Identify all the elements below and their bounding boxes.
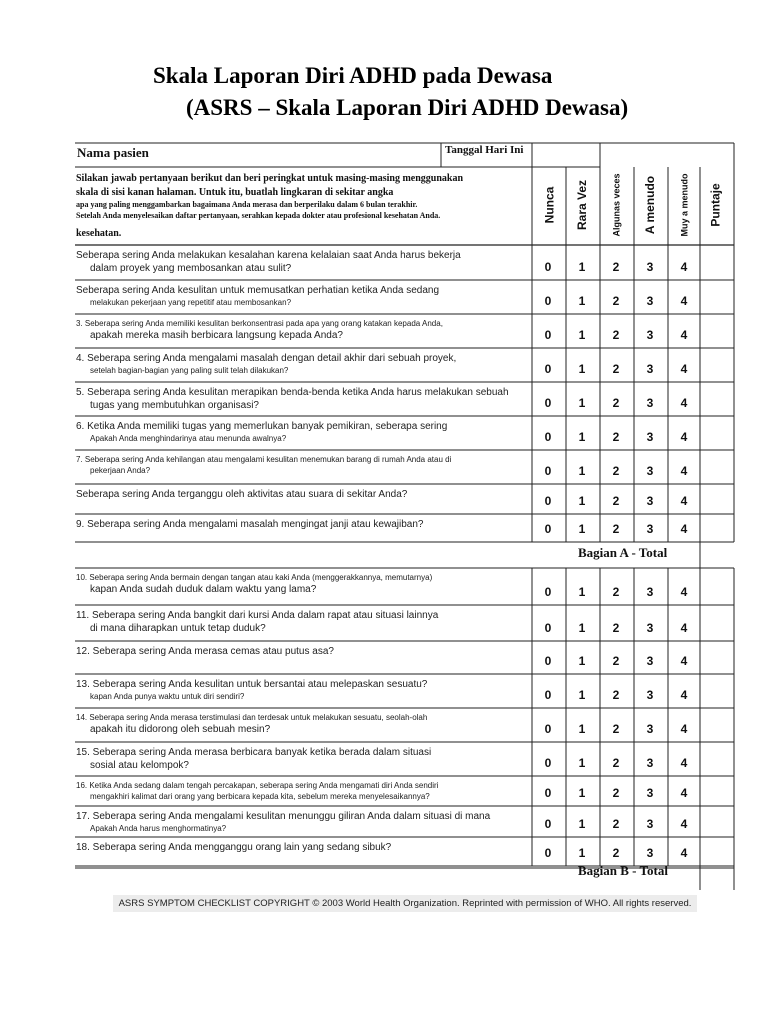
question-line: 14. Seberapa sering Anda merasa terstimulasi dan terdesak untuk melakukan sesuatu, seolah-olah bbox=[76, 713, 428, 722]
question-line: apakah mereka masih berbicara langsung kepada Anda? bbox=[90, 330, 343, 341]
score-option-3[interactable]: 3 bbox=[646, 756, 654, 770]
score-option-0[interactable]: 0 bbox=[544, 756, 552, 770]
question-line: Seberapa sering Anda kesulitan untuk memusatkan perhatian ketika Anda sedang bbox=[76, 285, 440, 296]
score-option-0[interactable]: 0 bbox=[544, 260, 552, 274]
column-header-algunas-veces: Algunas veces bbox=[612, 173, 622, 237]
score-option-4[interactable]: 4 bbox=[680, 786, 688, 800]
question-text bbox=[76, 518, 528, 531]
instruction-line: Setelah Anda menyelesaikan daftar pertanyaan, serahkan kepada dokter atau profesional kesehatan Anda. bbox=[76, 211, 441, 220]
score-option-3[interactable]: 3 bbox=[646, 260, 654, 274]
score-option-2[interactable]: 2 bbox=[612, 654, 620, 668]
question-text bbox=[76, 454, 528, 476]
score-option-3[interactable]: 3 bbox=[646, 846, 654, 860]
score-option-0[interactable]: 0 bbox=[544, 522, 552, 536]
score-option-4[interactable]: 4 bbox=[680, 654, 688, 668]
question-line: dalam proyek yang membosankan atau sulit? bbox=[90, 263, 292, 274]
question-text bbox=[76, 712, 528, 736]
score-option-1[interactable]: 1 bbox=[578, 621, 586, 635]
question-text bbox=[76, 284, 528, 308]
patient-name-label: Nama pasien bbox=[77, 145, 149, 160]
score-option-0[interactable]: 0 bbox=[544, 722, 552, 736]
question-text bbox=[76, 488, 528, 501]
question-line: 17. Seberapa sering Anda mengalami kesulitan menunggu giliran Anda dalam situasi di mana bbox=[76, 811, 491, 822]
score-option-3[interactable]: 3 bbox=[646, 362, 654, 376]
question-line: 12. Seberapa sering Anda merasa cemas atau putus asa? bbox=[76, 646, 334, 657]
question-line: 7. Seberapa sering Anda kehilangan atau mengalami kesulitan menemukan barang di rumah Anda atau di bbox=[76, 455, 452, 464]
score-option-2[interactable]: 2 bbox=[612, 688, 620, 702]
question-text bbox=[76, 318, 528, 342]
question-text bbox=[76, 841, 528, 854]
question-line: kapan Anda sudah duduk dalam waktu yang lama? bbox=[90, 584, 317, 595]
question-text bbox=[76, 678, 528, 702]
score-option-3[interactable]: 3 bbox=[646, 294, 654, 308]
form-title: Skala Laporan Diri ADHD pada Dewasa bbox=[153, 63, 553, 88]
score-option-4[interactable]: 4 bbox=[680, 260, 688, 274]
question-text bbox=[76, 249, 528, 275]
score-option-3[interactable]: 3 bbox=[646, 328, 654, 342]
score-option-2[interactable]: 2 bbox=[612, 464, 620, 478]
question-text bbox=[76, 420, 528, 444]
score-option-0[interactable]: 0 bbox=[544, 430, 552, 444]
score-option-0[interactable]: 0 bbox=[544, 817, 552, 831]
date-label: Tanggal Hari Ini bbox=[445, 144, 524, 156]
score-option-4[interactable]: 4 bbox=[680, 362, 688, 376]
score-option-3[interactable]: 3 bbox=[646, 621, 654, 635]
score-option-2[interactable]: 2 bbox=[612, 817, 620, 831]
question-line: 4. Seberapa sering Anda mengalami masalah dengan detail akhir dari sebuah proyek, bbox=[76, 353, 457, 364]
part-b-total-label: Bagian B - Total bbox=[578, 863, 668, 878]
score-option-4[interactable]: 4 bbox=[680, 756, 688, 770]
column-header-muy-a-menudo: Muy a menudo bbox=[679, 173, 690, 237]
score-option-1[interactable]: 1 bbox=[578, 260, 586, 274]
score-option-3[interactable]: 3 bbox=[646, 396, 654, 410]
score-option-1[interactable]: 1 bbox=[578, 786, 586, 800]
question-line: 5. Seberapa sering Anda kesulitan merapikan benda-benda ketika Anda harus melakukan sebuah bbox=[76, 387, 509, 398]
question-text bbox=[76, 609, 528, 635]
question-line: 9. Seberapa sering Anda mengalami masalah mengingat janji atau kewajiban? bbox=[76, 519, 424, 530]
score-option-2[interactable]: 2 bbox=[612, 585, 620, 599]
score-option-1[interactable]: 1 bbox=[578, 522, 586, 536]
question-text bbox=[76, 352, 528, 376]
question-line: tugas yang membutuhkan organisasi? bbox=[90, 400, 259, 411]
question-line: Apakah Anda menghindarinya atau menunda awalnya? bbox=[90, 434, 287, 443]
score-option-0[interactable]: 0 bbox=[544, 585, 552, 599]
score-option-4[interactable]: 4 bbox=[680, 585, 688, 599]
part-a-total-label: Bagian A - Total bbox=[578, 545, 668, 560]
score-option-0[interactable]: 0 bbox=[544, 396, 552, 410]
score-option-2[interactable]: 2 bbox=[612, 294, 620, 308]
question-line: 3. Seberapa sering Anda memiliki kesulitan berkonsentrasi pada apa yang orang katakan kepada Anda, bbox=[76, 319, 443, 328]
column-header-rara-vez: Rara Vez bbox=[575, 179, 590, 231]
question-line: setelah bagian-bagian yang paling sulit telah dilakukan? bbox=[90, 366, 289, 375]
copyright-notice: ASRS SYMPTOM CHECKLIST COPYRIGHT © 2003 World Health Organization. Reprinted with permission of WHO. All rights reserved. bbox=[113, 895, 697, 912]
score-option-3[interactable]: 3 bbox=[646, 786, 654, 800]
score-option-0[interactable]: 0 bbox=[544, 688, 552, 702]
score-option-4[interactable]: 4 bbox=[680, 688, 688, 702]
question-text bbox=[76, 645, 528, 658]
score-option-0[interactable]: 0 bbox=[544, 464, 552, 478]
score-option-1[interactable]: 1 bbox=[578, 688, 586, 702]
score-option-3[interactable]: 3 bbox=[646, 722, 654, 736]
score-option-2[interactable]: 2 bbox=[612, 786, 620, 800]
score-option-0[interactable]: 0 bbox=[544, 328, 552, 342]
question-line: 6. Ketika Anda memiliki tugas yang memerlukan banyak pemikiran, seberapa sering bbox=[76, 421, 448, 432]
question-line: 18. Seberapa sering Anda mengganggu orang lain yang sedang sibuk? bbox=[76, 842, 392, 853]
score-option-4[interactable]: 4 bbox=[680, 846, 688, 860]
score-option-0[interactable]: 0 bbox=[544, 494, 552, 508]
score-option-1[interactable]: 1 bbox=[578, 654, 586, 668]
column-header-a-menudo: A menudo bbox=[643, 175, 657, 235]
score-option-1[interactable]: 1 bbox=[578, 756, 586, 770]
score-option-1[interactable]: 1 bbox=[578, 396, 586, 410]
question-line: 11. Seberapa sering Anda bangkit dari kursi Anda dalam rapat atau situasi lainnya bbox=[76, 610, 439, 621]
instruction-line: apa yang paling menggambarkan bagaimana Anda merasa dan berperilaku dalam 6 bulan terakhir. bbox=[76, 200, 418, 209]
question-line: Seberapa sering Anda terganggu oleh aktivitas atau suara di sekitar Anda? bbox=[76, 489, 408, 500]
score-option-1[interactable]: 1 bbox=[578, 817, 586, 831]
question-text bbox=[76, 386, 528, 412]
score-option-3[interactable]: 3 bbox=[646, 522, 654, 536]
score-option-1[interactable]: 1 bbox=[578, 328, 586, 342]
score-option-1[interactable]: 1 bbox=[578, 294, 586, 308]
score-option-1[interactable]: 1 bbox=[578, 846, 586, 860]
score-option-2[interactable]: 2 bbox=[612, 846, 620, 860]
score-option-0[interactable]: 0 bbox=[544, 786, 552, 800]
score-option-1[interactable]: 1 bbox=[578, 585, 586, 599]
score-option-3[interactable]: 3 bbox=[646, 430, 654, 444]
score-option-2[interactable]: 2 bbox=[612, 621, 620, 635]
question-line: sosial atau kelompok? bbox=[90, 760, 189, 771]
question-line: mengakhiri kalimat dari orang yang berbicara kepada kita, sebelum mereka menyelesaikannya? bbox=[90, 792, 430, 801]
score-option-4[interactable]: 4 bbox=[680, 464, 688, 478]
question-text bbox=[76, 572, 528, 596]
score-option-0[interactable]: 0 bbox=[544, 362, 552, 376]
question-line: pekerjaan Anda? bbox=[90, 466, 151, 475]
score-option-2[interactable]: 2 bbox=[612, 430, 620, 444]
score-option-2[interactable]: 2 bbox=[612, 260, 620, 274]
score-option-3[interactable]: 3 bbox=[646, 688, 654, 702]
question-line: 16. Ketika Anda sedang dalam tengah percakapan, seberapa sering Anda mengamati diri Anda sendiri bbox=[76, 781, 439, 790]
form-subtitle: (ASRS – Skala Laporan Diri ADHD Dewasa) bbox=[186, 95, 629, 120]
score-option-2[interactable]: 2 bbox=[612, 522, 620, 536]
score-option-4[interactable]: 4 bbox=[680, 494, 688, 508]
score-option-0[interactable]: 0 bbox=[544, 654, 552, 668]
question-text bbox=[76, 810, 528, 834]
score-option-4[interactable]: 4 bbox=[680, 817, 688, 831]
score-option-4[interactable]: 4 bbox=[680, 522, 688, 536]
score-option-1[interactable]: 1 bbox=[578, 494, 586, 508]
question-line: di mana diharapkan untuk tetap duduk? bbox=[90, 623, 266, 634]
score-option-3[interactable]: 3 bbox=[646, 654, 654, 668]
score-option-0[interactable]: 0 bbox=[544, 294, 552, 308]
score-option-0[interactable]: 0 bbox=[544, 621, 552, 635]
question-line: Seberapa sering Anda melakukan kesalahan karena kelalaian saat Anda harus bekerja bbox=[76, 250, 461, 261]
score-option-4[interactable]: 4 bbox=[680, 621, 688, 635]
score-option-4[interactable]: 4 bbox=[680, 396, 688, 410]
score-option-4[interactable]: 4 bbox=[680, 328, 688, 342]
question-line: kapan Anda punya waktu untuk diri sendiri? bbox=[90, 692, 245, 701]
score-option-2[interactable]: 2 bbox=[612, 362, 620, 376]
score-option-3[interactable]: 3 bbox=[646, 494, 654, 508]
score-option-1[interactable]: 1 bbox=[578, 430, 586, 444]
column-header-nunca: Nunca bbox=[542, 186, 556, 224]
instructions bbox=[76, 172, 528, 241]
question-line: apakah itu didorong oleh sebuah mesin? bbox=[90, 724, 271, 735]
question-text bbox=[76, 746, 528, 772]
score-option-0[interactable]: 0 bbox=[544, 846, 552, 860]
question-text bbox=[76, 780, 528, 802]
column-header-puntaje: Puntaje bbox=[709, 183, 723, 227]
score-option-2[interactable]: 2 bbox=[612, 756, 620, 770]
instruction-line: Silakan jawab pertanyaan berikut dan beri peringkat untuk masing-masing menggunakan bbox=[76, 173, 464, 184]
question-line: Apakah Anda harus menghormatinya? bbox=[90, 824, 227, 833]
score-option-4[interactable]: 4 bbox=[680, 722, 688, 736]
instruction-line: kesehatan. bbox=[76, 228, 122, 239]
score-option-4[interactable]: 4 bbox=[680, 294, 688, 308]
question-line: 13. Seberapa sering Anda kesulitan untuk bersantai atau melepaskan sesuatu? bbox=[76, 679, 428, 690]
instruction-line: skala di sisi kanan halaman. Untuk itu, buatlah lingkaran di sekitar angka bbox=[76, 186, 394, 198]
score-option-3[interactable]: 3 bbox=[646, 585, 654, 599]
score-option-1[interactable]: 1 bbox=[578, 362, 586, 376]
score-option-2[interactable]: 2 bbox=[612, 722, 620, 736]
score-option-2[interactable]: 2 bbox=[612, 396, 620, 410]
score-option-1[interactable]: 1 bbox=[578, 464, 586, 478]
score-option-1[interactable]: 1 bbox=[578, 722, 586, 736]
score-option-2[interactable]: 2 bbox=[612, 494, 620, 508]
question-line: 10. Seberapa sering Anda bermain dengan tangan atau kaki Anda (menggerakkannya, memutarnya) bbox=[76, 573, 433, 582]
question-line: melakukan pekerjaan yang repetitif atau membosankan? bbox=[90, 298, 292, 307]
score-option-2[interactable]: 2 bbox=[612, 328, 620, 342]
score-option-3[interactable]: 3 bbox=[646, 464, 654, 478]
score-option-3[interactable]: 3 bbox=[646, 817, 654, 831]
score-option-4[interactable]: 4 bbox=[680, 430, 688, 444]
question-line: 15. Seberapa sering Anda merasa berbicara banyak ketika berada dalam situasi bbox=[76, 747, 432, 758]
